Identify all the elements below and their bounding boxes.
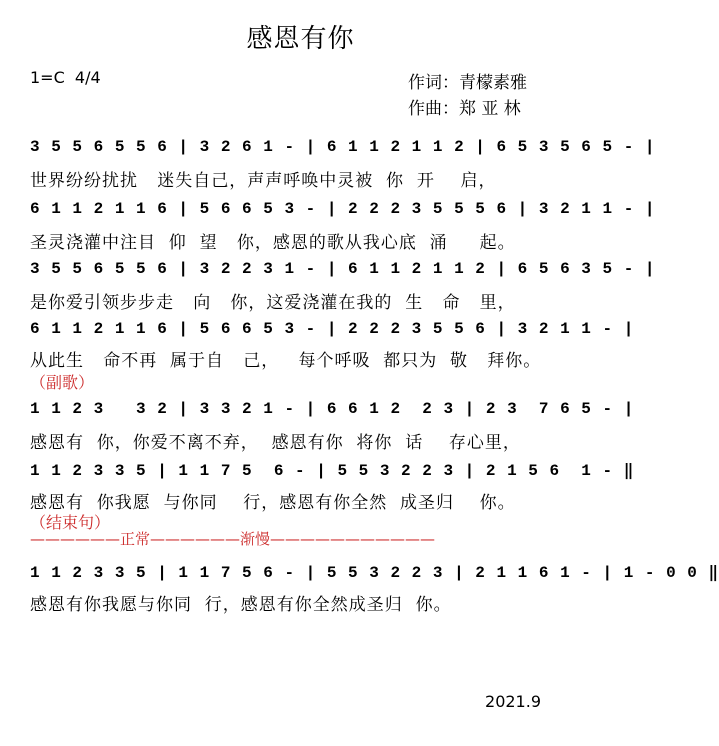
lyrics-line-7: 感恩有你我愿与你同 行，感恩有你全然成圣归 你。 bbox=[30, 595, 452, 615]
notation-line-7: 1 1 2 3 3 5 | 1 1 7 5 6 - | 5 5 3 2 2 3 | 2 1 1 6 1 - | 1 - 0 0 ‖ bbox=[30, 564, 719, 582]
date-label: 2021.9 bbox=[485, 692, 541, 711]
lyrics-line-4: 从此生 命不再 属于自 己， 每个呼吸 都只为 敬 拜你。 bbox=[30, 351, 542, 371]
notation-line-1: 3 5 5 6 5 5 6 | 3 2 6 1 - | 6 1 1 2 1 1 2 | 6 5 3 5 6 5 - | bbox=[30, 138, 656, 156]
lyrics-line-1: 世界纷纷扰扰 迷失自己，声声呼唤中灵被 你 开 启， bbox=[30, 171, 497, 191]
ending-label: （结束句） bbox=[30, 513, 111, 532]
key-signature: 1=C 4/4 bbox=[30, 68, 101, 87]
notation-line-4: 6 1 1 2 1 1 6 | 5 6 6 5 3 - | 2 2 2 3 5 5 6 | 3 2 1 1 - | bbox=[30, 320, 635, 338]
notation-line-3: 3 5 5 6 5 5 6 | 3 2 2 3 1 - | 6 1 1 2 1 1 2 | 6 5 6 3 5 - | bbox=[30, 260, 656, 278]
notation-line-2: 6 1 1 2 1 1 6 | 5 6 6 5 3 - | 2 2 2 3 5 5 5 6 | 3 2 1 1 - | bbox=[30, 200, 656, 218]
song-title: 感恩有你 bbox=[246, 24, 355, 54]
lyrics-line-3: 是你爱引领步步走 向 你，这爱浇灌在我的 生 命 里， bbox=[30, 293, 516, 313]
lyrics-line-5: 感恩有 你，你爱不离不弃， 感恩有你 将你 话 存心里， bbox=[30, 433, 521, 453]
notation-line-6: 1 1 2 3 3 5 | 1 1 7 5 6 - | 5 5 3 2 2 3 | 2 1 5 6 1 - ‖ bbox=[30, 462, 635, 480]
notation-line-5: 1 1 2 3 3 2 | 3 3 2 1 - | 6 6 1 2 2 3 | 2 3 7 6 5 - | bbox=[30, 400, 635, 418]
tempo-marking: ——————正常——————渐慢——————————— bbox=[30, 530, 436, 548]
chorus-label: （副歌） bbox=[30, 373, 95, 392]
lyrics-line-6: 感恩有 你我愿 与你同 行，感恩有你全然 成圣归 你。 bbox=[30, 493, 516, 513]
lyrics-line-2: 圣灵浇灌中注目 仰 望 你，感恩的歌从我心底 涌 起。 bbox=[30, 233, 516, 253]
lyricist-credit: 作词：青檬素雅 bbox=[408, 73, 527, 93]
composer-credit: 作曲：郑 亚 林 bbox=[408, 99, 521, 119]
